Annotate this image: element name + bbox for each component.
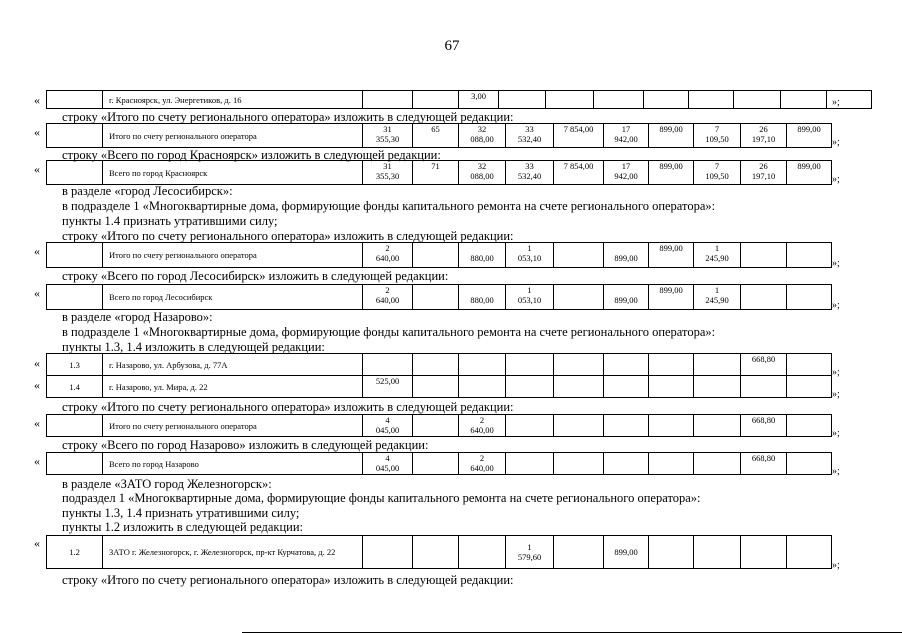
- value-cell: 579,60: [517, 552, 542, 562]
- value-cell: 197,10: [751, 134, 776, 144]
- value-cell: 899,00: [649, 161, 694, 185]
- close-quote: »;: [832, 428, 840, 439]
- close-quote: »;: [832, 367, 840, 378]
- open-quote: «: [34, 93, 40, 107]
- page-number: 67: [444, 38, 460, 54]
- open-quote: «: [34, 454, 40, 468]
- instruction-line: строку «Итого по счету регионального оператора» изложить в следующей редакции:: [62, 573, 514, 587]
- value-cell: 053,10: [517, 253, 542, 263]
- value-cell: 2: [479, 453, 485, 463]
- value-cell: 088,00: [470, 134, 494, 144]
- value-cell: 109,50: [705, 134, 729, 144]
- value-cell: 668,80: [741, 453, 787, 475]
- value-cell: 668,80: [741, 354, 787, 376]
- close-quote: »;: [832, 174, 840, 185]
- value-cell: 880,00: [470, 253, 494, 263]
- name-cell: Итого по счету регионального оператора: [103, 415, 363, 437]
- value-cell: 32: [477, 161, 487, 171]
- value-cell: 33: [525, 124, 534, 134]
- value-cell: 1: [714, 285, 720, 295]
- value-cell: 71: [413, 161, 459, 185]
- open-quote: «: [34, 162, 40, 176]
- close-quote: »;: [832, 137, 840, 148]
- open-quote: «: [34, 536, 40, 550]
- instruction-line: пункты 1.2 изложить в следующей редакции:: [62, 520, 303, 534]
- value-cell: 65: [413, 124, 459, 148]
- value-cell: 245,90: [705, 253, 729, 263]
- close-quote: »;: [832, 97, 840, 108]
- value-cell: 640,00: [470, 425, 494, 435]
- section-heading: в разделе «город Назарово»:: [62, 310, 213, 324]
- address-cell: г. Назарово, ул. Арбузова, д. 77А: [103, 354, 363, 376]
- value-cell: 33: [525, 161, 534, 171]
- value-cell: 899,00: [649, 285, 694, 310]
- value-cell: 899,00: [614, 295, 638, 305]
- subsection-heading: подраздел 1 «Многоквартирные дома, формирующие фонды капитального ремонта на счете регионального оператора»:: [62, 491, 701, 505]
- value-cell: 1: [527, 285, 532, 295]
- amendment-table-row: [46, 123, 832, 148]
- name-cell: Всего по город Лесосибирск: [103, 285, 363, 310]
- instruction-line: строку «Итого по счету регионального оператора» изложить в следующей редакции:: [62, 110, 514, 124]
- amendment-table-row: [46, 242, 832, 268]
- value-cell: 26: [759, 161, 768, 171]
- close-quote: »;: [832, 560, 840, 571]
- value-cell: 355,30: [375, 134, 400, 144]
- value-cell: 31: [383, 161, 392, 171]
- close-quote: »;: [832, 258, 840, 269]
- value-cell: 640,00: [470, 463, 494, 473]
- instruction-line: пункты 1.4 признать утратившими силу;: [62, 214, 278, 228]
- section-heading: в разделе «ЗАТО город Железногорск»:: [62, 477, 272, 491]
- address-cell: г. Назарово, ул. Мира, д. 22: [103, 376, 363, 398]
- value-cell: 899,00: [787, 161, 832, 185]
- value-cell: 2: [385, 285, 390, 295]
- value-cell: 17: [621, 124, 631, 134]
- open-quote: «: [34, 125, 40, 139]
- amendment-table-row: [46, 284, 832, 310]
- amendment-table-row: [46, 452, 832, 475]
- value-cell: 053,10: [517, 295, 542, 305]
- address-cell: г. Красноярск, ул. Энергетиков, д. 16: [103, 91, 363, 109]
- amendment-table-row: [46, 90, 872, 109]
- value-cell: 7: [714, 124, 720, 134]
- instruction-line: строку «Итого по счету регионального оператора» изложить в следующей редакции:: [62, 400, 514, 414]
- name-cell: Всего по город Назарово: [103, 453, 363, 475]
- value-cell: 942,00: [614, 134, 638, 144]
- value-cell: 1: [527, 243, 532, 253]
- value-cell: 245,90: [705, 295, 729, 305]
- value-cell: 7 854,00: [554, 161, 604, 185]
- amendment-table-row: [46, 414, 832, 437]
- value-cell: 640,00: [375, 253, 400, 263]
- instruction-line: строку «Всего по город Назарово» изложить в следующей редакции:: [62, 438, 429, 452]
- value-cell: 4: [385, 453, 390, 463]
- name-cell: Итого по счету регионального оператора: [103, 243, 363, 268]
- value-cell: 525,00: [363, 376, 413, 398]
- value-cell: 532,40: [517, 171, 542, 181]
- value-cell: 899,00: [787, 124, 832, 148]
- value-cell: 1: [714, 243, 720, 253]
- instruction-line: пункты 1.3, 1.4 признать утратившими силу;: [62, 506, 300, 520]
- open-quote: «: [34, 244, 40, 258]
- section-heading: в разделе «город Лесосибирск»:: [62, 184, 233, 198]
- open-quote: «: [34, 378, 40, 392]
- value-cell: 532,40: [517, 134, 542, 144]
- value-cell: 31: [383, 124, 392, 134]
- value-cell: 668,80: [741, 415, 787, 437]
- amendment-table-row: [46, 535, 832, 569]
- value-cell: 899,00: [649, 243, 694, 268]
- subsection-heading: в подразделе 1 «Многоквартирные дома, формирующие фонды капитального ремонта на счете регионального оператора»:: [62, 199, 716, 213]
- value-cell: 7: [714, 161, 720, 171]
- value-cell: 640,00: [375, 295, 400, 305]
- value-cell: 045,00: [375, 463, 400, 473]
- open-quote: «: [34, 416, 40, 430]
- value-cell: 355,30: [375, 171, 400, 181]
- value-cell: 3,00: [459, 91, 499, 109]
- amendment-table-row: [46, 160, 832, 185]
- amendment-table-row: [46, 375, 832, 398]
- value-cell: 899,00: [604, 536, 649, 569]
- name-cell: Итого по счету регионального оператора: [103, 124, 363, 148]
- name-cell: Всего по город Красноярск: [103, 161, 363, 185]
- instruction-line: пункты 1.3, 1.4 изложить в следующей редакции:: [62, 340, 325, 354]
- close-quote: »;: [832, 466, 840, 477]
- value-cell: 088,00: [470, 171, 494, 181]
- value-cell: 2: [479, 415, 485, 425]
- address-cell: ЗАТО г. Железногорск, г. Железногорск, пр-кт Курчатова, д. 22: [103, 536, 363, 569]
- value-cell: 197,10: [751, 171, 776, 181]
- value-cell: 899,00: [614, 253, 638, 263]
- value-cell: 880,00: [470, 295, 494, 305]
- instruction-line: строку «Всего по город Красноярск» изложить в следующей редакции:: [62, 148, 441, 162]
- value-cell: 899,00: [649, 124, 694, 148]
- instruction-line: строку «Итого по счету регионального оператора» изложить в следующей редакции:: [62, 229, 514, 243]
- close-quote: »;: [832, 389, 840, 400]
- value-cell: 17: [621, 161, 631, 171]
- item-number: 1.4: [47, 376, 103, 398]
- value-cell: 2: [385, 243, 390, 253]
- value-cell: 7 854,00: [554, 124, 604, 148]
- open-quote: «: [34, 286, 40, 300]
- value-cell: 4: [385, 415, 390, 425]
- item-number: 1.3: [47, 354, 103, 376]
- item-number: 1.2: [47, 536, 103, 569]
- value-cell: 26: [759, 124, 768, 134]
- value-cell: 1: [527, 542, 532, 552]
- value-cell: 109,50: [705, 171, 729, 181]
- amendment-table-row: [46, 353, 832, 376]
- close-quote: »;: [832, 300, 840, 311]
- subsection-heading: в подразделе 1 «Многоквартирные дома, формирующие фонды капитального ремонта на счете регионального оператора»:: [62, 325, 716, 339]
- instruction-line: строку «Всего по город Лесосибирск» изложить в следующей редакции:: [62, 269, 449, 283]
- value-cell: 045,00: [375, 425, 400, 435]
- open-quote: «: [34, 356, 40, 370]
- value-cell: 942,00: [614, 171, 638, 181]
- value-cell: 32: [477, 124, 487, 134]
